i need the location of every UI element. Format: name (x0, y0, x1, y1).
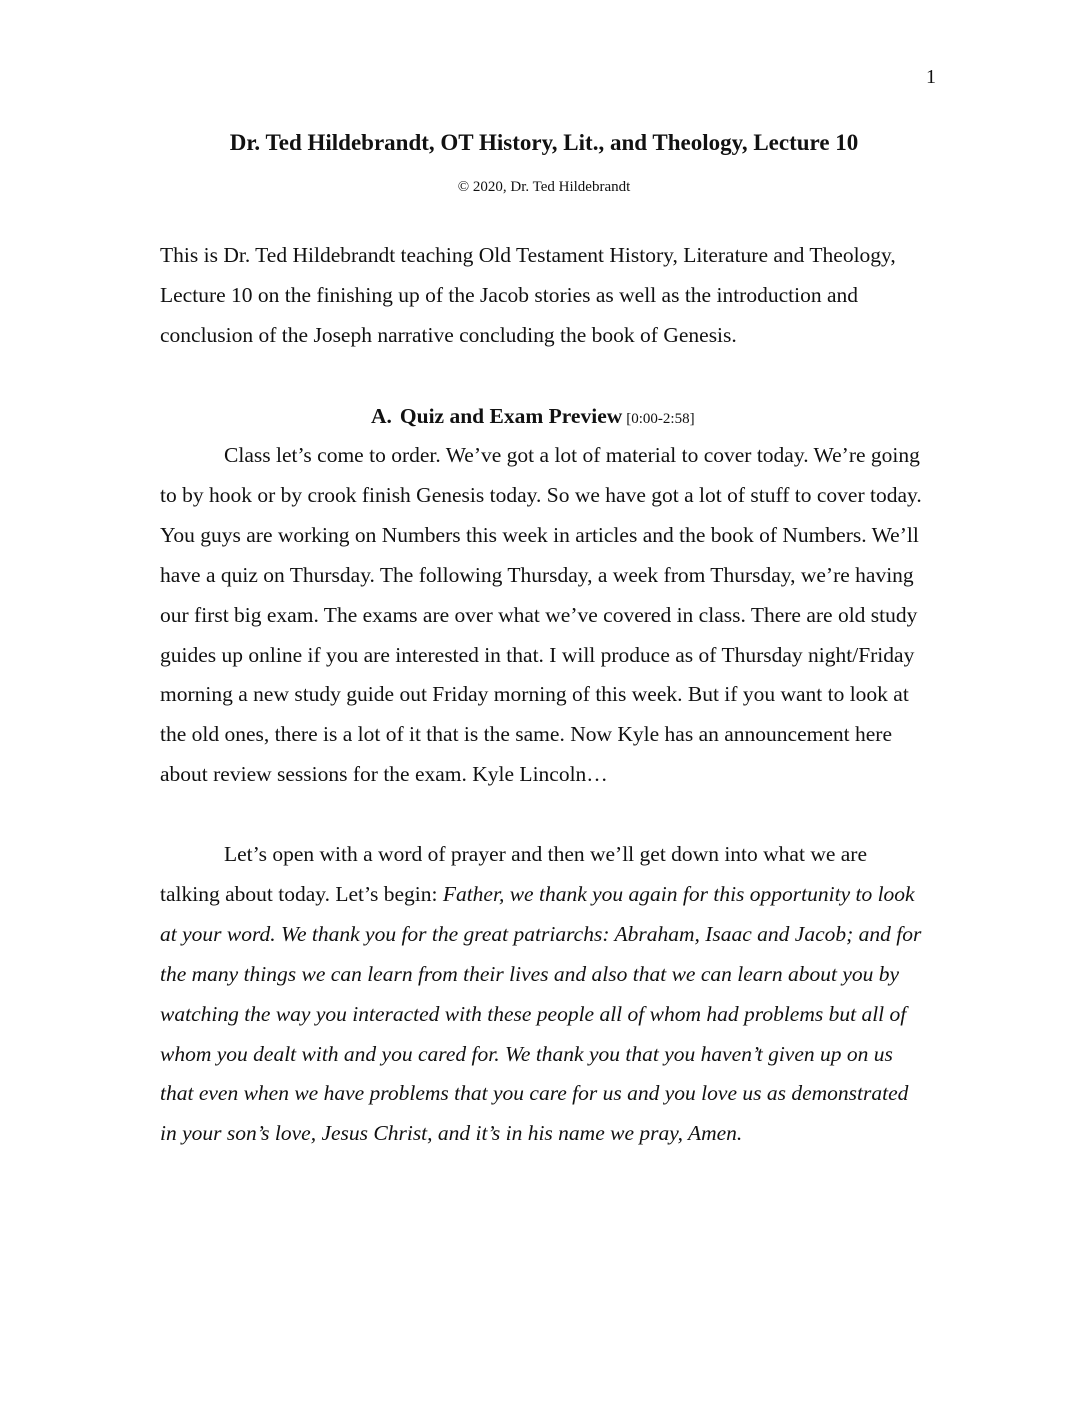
section-marker: A. (371, 404, 392, 428)
section-title: Quiz and Exam Preview (399, 404, 623, 428)
paragraph-2-lead: Let’s open with a word of prayer and then we’ll get down into what we are talking about today. Let’s begin: (160, 842, 868, 906)
prayer-text: Father, we thank you again for this opportunity to look at your word. We thank you for the great patriarchs: Abraham, Isaac and Jacob; and for the many things we can learn from their lives and also that we can learn about you by watching the way you interacted with these people all of whom had problems but all of whom you dealt with and you cared for. We thank you that you haven’t given up on us that even when we have problems that you care for us and you love us as demonstrated in your son’s love, Jesus Christ, and it’s in his name we pray, Amen. (160, 881, 922, 1146)
intro-paragraph: This is Dr. Ted Hildebrandt teaching Old Testament History, Literature and Theology, Lecture 10 on the finishing up of the Jacob stories as well as the introduction and conclusion of the Joseph narrative concluding the book of Genesis. (160, 243, 896, 347)
body-paragraph-1: Class let’s come to order. We’ve got a lot of material to cover today. We’re going to by hook or by crook finish Genesis today. So we have got a lot of stuff to cover today. You guys are working on Numbers this week in articles and the book of Numbers. We’ll have a quiz on Thursday. The following Thursday, a week from Thursday, we’re having our first big exam. The exams are over what we’ve covered in class. There are old study guides up online if you are interested in that. I will produce as of Thursday night/Friday morning a new study guide out Friday morning of this week. But if you want to look at the old ones, there is a lot of it that is the same. Now Kyle has an announcement here about review sessions for the exam. Kyle Lincoln… (160, 443, 922, 787)
document-title: Dr. Ted Hildebrandt, OT History, Lit., and Theology, Lecture 10 (229, 130, 859, 155)
section-timestamp: [0:00-2:58] (626, 411, 695, 427)
page-number: 1 (926, 66, 936, 88)
copyright-notice: © 2020, Dr. Ted Hildebrandt (457, 179, 631, 195)
body-paragraph-2 (160, 835, 930, 1154)
